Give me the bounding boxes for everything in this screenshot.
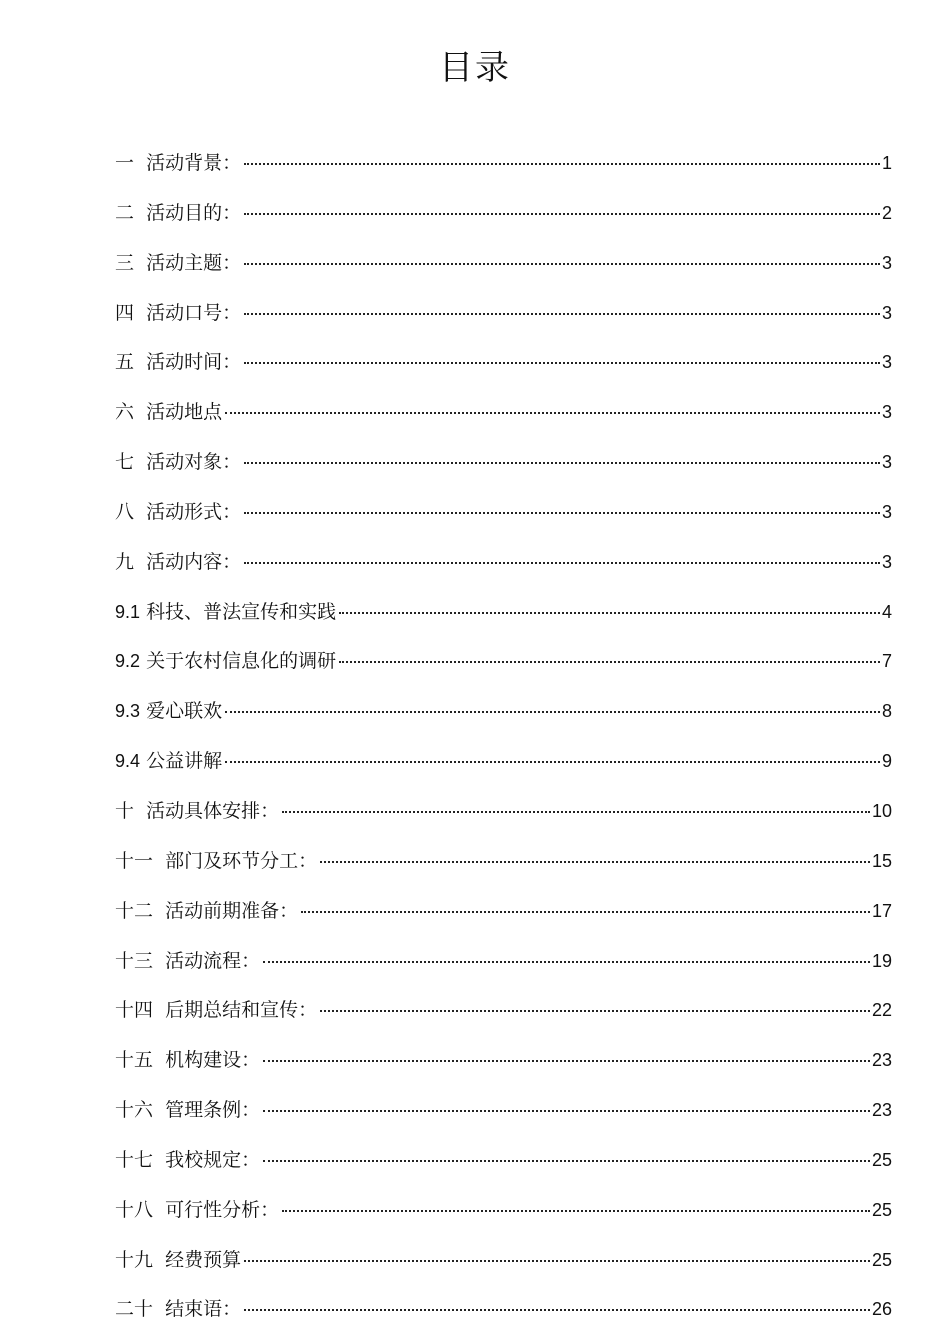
toc-entry[interactable] — [115, 1195, 892, 1245]
toc-entry-text: 科技、普法宣传和实践 — [140, 600, 337, 623]
toc-entry[interactable] — [115, 597, 892, 647]
toc-entry-page-number: 3 — [881, 551, 892, 572]
toc-entry-page-number: 26 — [871, 1299, 892, 1320]
toc-entry-text: 十六 管理条例： — [115, 1099, 261, 1122]
toc-entry-page-number: 8 — [881, 701, 892, 722]
toc-entry-page-number: 17 — [871, 900, 892, 921]
toc-entry-page-number: 3 — [881, 452, 892, 473]
toc-entry-text: 二 活动目的： — [115, 201, 242, 224]
toc-entry-text: 七 活动对象： — [115, 451, 242, 474]
toc-dot-leader — [244, 212, 880, 215]
toc-entry[interactable] — [115, 896, 892, 946]
toc-dot-leader — [225, 411, 880, 414]
toc-dot-leader — [244, 1259, 870, 1262]
toc-entry-text: 九 活动内容： — [115, 550, 242, 573]
toc-dot-leader — [282, 1209, 870, 1212]
toc-entry-label — [115, 1245, 241, 1275]
toc-entry[interactable] — [115, 198, 892, 248]
toc-entry[interactable] — [115, 696, 892, 746]
toc-entry-page-number: 4 — [881, 601, 892, 622]
toc-entry-page-number: 2 — [881, 202, 892, 223]
toc-entry-text: 十一 部门及环节分工： — [115, 849, 318, 872]
toc-entry-label — [115, 746, 222, 776]
toc-entry-page-number: 3 — [881, 501, 892, 522]
toc-dot-leader — [225, 710, 880, 713]
toc-entry-label — [115, 1294, 241, 1324]
toc-entry-text: 十八 可行性分析： — [115, 1198, 280, 1221]
toc-entry[interactable] — [115, 397, 892, 447]
toc-dot-leader — [301, 910, 870, 913]
toc-entry-page-number: 25 — [871, 1199, 892, 1220]
toc-entry-page-number: 1 — [881, 153, 892, 173]
toc-entry[interactable] — [115, 846, 892, 896]
toc-entry[interactable] — [115, 347, 892, 397]
toc-entry-label — [115, 896, 298, 926]
toc-entry-text: 六 活动地点 — [115, 401, 223, 424]
toc-dot-leader — [320, 1009, 870, 1012]
toc-dot-leader — [244, 312, 880, 315]
toc-entry-text: 关于农村信息化的调研 — [140, 650, 337, 673]
toc-entry-number: 9.4 — [115, 751, 141, 772]
toc-entry-text: 爱心联欢 — [140, 700, 223, 723]
toc-entry-text: 二十 结束语： — [115, 1298, 242, 1321]
toc-entry-text: 一 活动背景： — [115, 152, 242, 174]
toc-entry[interactable] — [115, 796, 892, 846]
toc-entry[interactable] — [115, 1294, 892, 1344]
toc-entry-number: 9.2 — [115, 651, 141, 672]
toc-entry-label — [115, 995, 317, 1025]
toc-entry[interactable] — [115, 497, 892, 547]
toc-entry-label — [115, 1095, 260, 1125]
toc-entry-text: 五 活动时间： — [115, 351, 242, 374]
toc-entry-text: 十三 活动流程： — [115, 949, 261, 972]
toc-entry-label — [115, 148, 241, 178]
toc-dot-leader — [244, 511, 880, 514]
toc-entry-label — [115, 198, 241, 228]
toc-dot-leader — [339, 611, 880, 614]
toc-entry-page-number: 3 — [881, 352, 892, 373]
toc-entry-page-number: 3 — [881, 302, 892, 323]
toc-entry[interactable] — [115, 746, 892, 796]
toc-entry-label — [115, 646, 336, 676]
toc-entry-label — [115, 447, 241, 477]
toc-entry-text: 十 活动具体安排： — [115, 799, 280, 822]
toc-entry-page-number: 7 — [881, 651, 892, 672]
toc-dot-leader — [320, 860, 870, 863]
toc-entry-page-number: 25 — [871, 1249, 892, 1270]
toc-entry-text: 十四 后期总结和宣传： — [115, 999, 318, 1022]
toc-entry-label — [115, 696, 222, 726]
toc-entry-page-number: 19 — [871, 950, 892, 971]
toc-entry-page-number: 9 — [881, 751, 892, 772]
toc-entry-label — [115, 1145, 260, 1175]
toc-entry-text: 八 活动形式： — [115, 500, 242, 523]
toc-entry-page-number: 15 — [871, 850, 892, 871]
toc-entry-text: 四 活动口号： — [115, 301, 242, 324]
toc-entry[interactable] — [115, 248, 892, 298]
toc-entry-number: 9.1 — [115, 601, 141, 622]
toc-entry-page-number: 3 — [881, 402, 892, 423]
toc-dot-leader — [225, 760, 880, 763]
toc-entry[interactable] — [115, 1245, 892, 1295]
toc-entry[interactable] — [115, 547, 892, 597]
toc-entry-text: 十五 机构建设： — [115, 1049, 261, 1072]
toc-entry[interactable] — [115, 646, 892, 696]
toc-entry-label — [115, 298, 241, 328]
toc-entry-label — [115, 846, 317, 876]
toc-entry-label — [115, 397, 222, 427]
toc-dot-leader — [244, 1308, 870, 1311]
toc-entry[interactable] — [115, 148, 892, 198]
toc-entry-label — [115, 497, 241, 527]
toc-entry[interactable] — [115, 946, 892, 996]
toc-entry-label — [115, 1195, 279, 1225]
toc-dot-leader — [282, 810, 870, 813]
toc-entry-page-number: 25 — [871, 1149, 892, 1170]
toc-entry[interactable] — [115, 1145, 892, 1195]
toc-entry[interactable] — [115, 1095, 892, 1145]
toc-entry-label — [115, 597, 336, 627]
toc-entry-page-number: 23 — [871, 1100, 892, 1121]
toc-entry[interactable] — [115, 298, 892, 348]
toc-entry-label — [115, 946, 260, 976]
toc-dot-leader — [244, 561, 880, 564]
toc-dot-leader — [244, 162, 880, 165]
toc-entry[interactable] — [115, 995, 892, 1045]
toc-dot-leader — [244, 461, 880, 464]
toc-entry-page-number: 3 — [881, 252, 892, 273]
toc-dot-leader — [263, 1059, 870, 1062]
toc-dot-leader — [263, 1109, 870, 1112]
toc-entry-page-number: 22 — [871, 1000, 892, 1021]
toc-entry[interactable] — [115, 1045, 892, 1095]
toc-entry-label — [115, 248, 241, 278]
page-title: 目录 — [439, 48, 511, 88]
toc-entry-text: 三 活动主题： — [115, 251, 242, 274]
toc-entry-text: 公益讲解 — [140, 750, 223, 773]
toc-entry-text: 十七 我校规定： — [115, 1148, 261, 1171]
toc-entry-label — [115, 1045, 260, 1075]
toc-dot-leader — [244, 262, 880, 265]
table-of-contents — [115, 148, 892, 1344]
toc-entry[interactable] — [115, 447, 892, 497]
toc-dot-leader — [244, 361, 880, 364]
toc-entry-page-number: 23 — [871, 1050, 892, 1071]
toc-entry-text: 十九 经费预算 — [115, 1248, 242, 1271]
toc-entry-label — [115, 347, 241, 377]
toc-dot-leader — [263, 960, 870, 963]
toc-entry-text: 十二 活动前期准备： — [115, 899, 299, 922]
toc-dot-leader — [263, 1159, 870, 1162]
toc-entry-label — [115, 547, 241, 577]
toc-dot-leader — [339, 660, 880, 663]
toc-entry-label — [115, 796, 279, 826]
toc-entry-number: 9.3 — [115, 701, 141, 722]
toc-entry-page-number: 10 — [871, 800, 892, 821]
